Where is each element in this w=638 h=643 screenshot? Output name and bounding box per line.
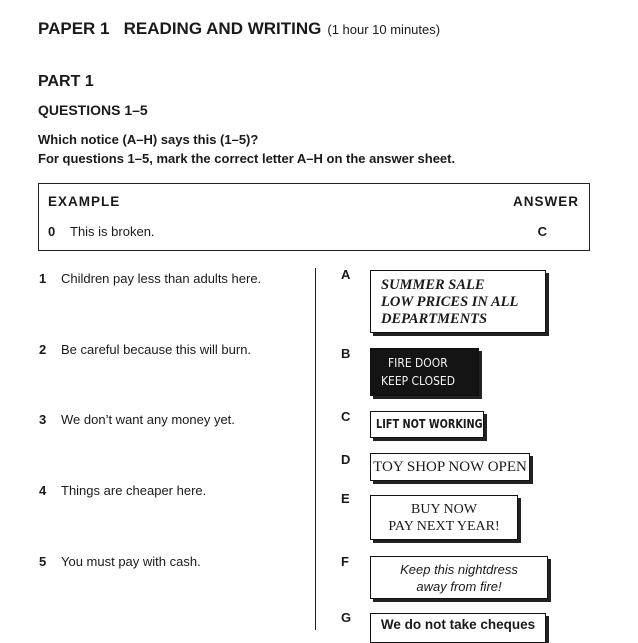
notice-b-fire-door xyxy=(370,348,479,396)
question-number-2: 2 xyxy=(39,342,47,357)
instruction-line-1: Which notice (A–H) says this (1–5)? xyxy=(38,132,259,147)
question-text-1: Children pay less than adults here. xyxy=(61,271,262,286)
question-number-5: 5 xyxy=(39,554,47,569)
paper-title xyxy=(38,19,440,39)
notice-letter-b: B xyxy=(341,346,351,361)
notice-c-line-1: LIFT NOT WORKING xyxy=(376,417,483,431)
notice-g-line-1: We do not take cheques xyxy=(380,617,536,632)
example-answer: C xyxy=(537,224,547,239)
instruction-line-2: For questions 1–5, mark the correct letter A–H on the answer sheet. xyxy=(38,151,456,166)
notice-letter-g: G xyxy=(341,610,352,625)
answer-label: ANSWER xyxy=(513,194,579,209)
notice-f-line-2: away from fire! xyxy=(416,579,502,594)
question-text-5: You must pay with cash. xyxy=(61,554,201,569)
question-text-2: Be careful because this will burn. xyxy=(61,342,252,357)
paper-duration: (1 hour 10 minutes) xyxy=(327,22,441,37)
notice-letter-c: C xyxy=(341,409,351,424)
notice-e-line-1: BUY NOW xyxy=(411,502,477,517)
notice-a-line-2: LOW PRICES IN ALL xyxy=(381,294,519,310)
question-number-3: 3 xyxy=(39,412,47,427)
notice-a-summer-sale xyxy=(370,270,546,333)
notice-f-line-1: Keep this nightdress xyxy=(400,562,518,577)
question-text-4: Things are cheaper here. xyxy=(61,483,207,498)
part-heading: PART 1 xyxy=(38,73,94,90)
notice-d-toy-shop xyxy=(370,453,530,481)
question-text-3: We don’t want any money yet. xyxy=(61,412,235,427)
notice-f-nightdress xyxy=(370,556,548,599)
notice-a-line-3: DEPARTMENTS xyxy=(381,311,488,327)
notice-c-lift xyxy=(370,411,484,438)
example-box xyxy=(38,183,590,251)
notice-e-line-2: PAY NEXT YEAR! xyxy=(388,519,500,534)
notice-e-buy-now xyxy=(370,495,518,540)
question-number-1: 1 xyxy=(39,271,47,286)
example-label: EXAMPLE xyxy=(48,194,121,209)
notice-letter-f: F xyxy=(341,554,349,569)
notice-letter-e: E xyxy=(341,491,350,506)
notice-letter-a: A xyxy=(341,267,351,282)
questions-heading: QUESTIONS 1–5 xyxy=(38,102,148,118)
question-number-4: 4 xyxy=(39,483,47,498)
column-divider xyxy=(315,268,316,630)
example-number: 0 xyxy=(48,224,56,239)
notice-a-line-1: SUMMER SALE xyxy=(381,277,485,293)
notice-letter-d: D xyxy=(341,452,351,467)
notice-d-line-1: TOY SHOP NOW OPEN xyxy=(373,459,527,475)
paper-title-text: PAPER 1 READING AND WRITING xyxy=(38,19,322,38)
notice-b-line-1: FIRE DOOR xyxy=(388,355,448,370)
notice-g-cheques xyxy=(370,613,546,643)
example-text: This is broken. xyxy=(70,224,155,239)
notice-b-line-2: KEEP CLOSED xyxy=(381,373,456,388)
